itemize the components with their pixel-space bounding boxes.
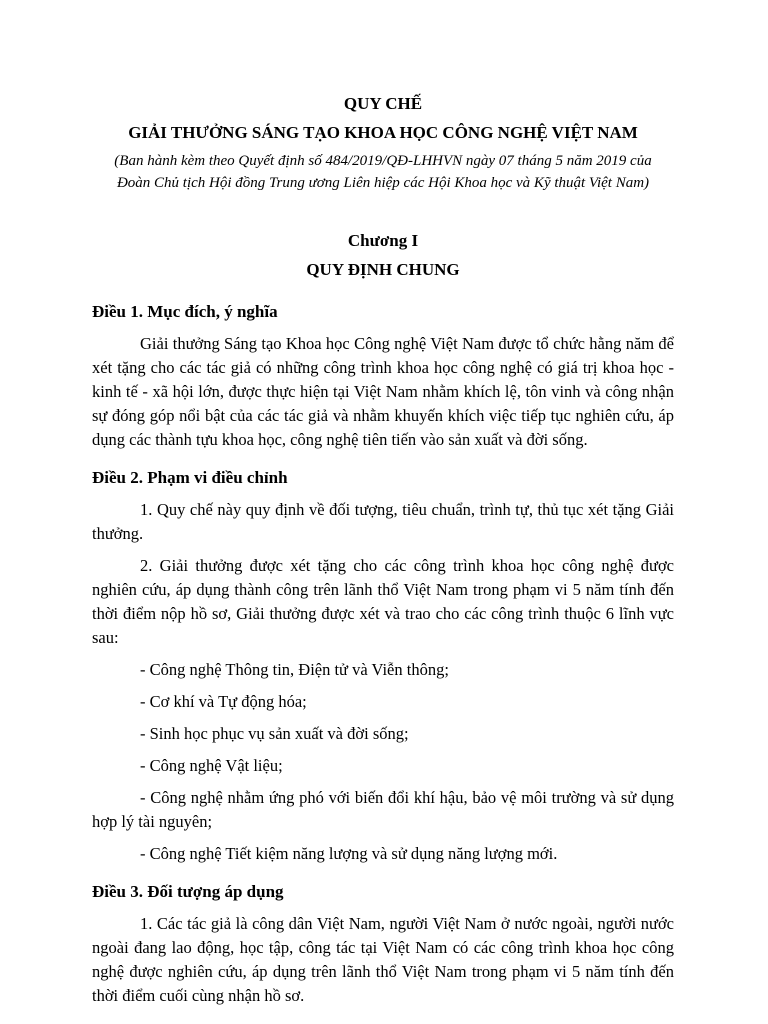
article-paragraph: 1. Các tác giả là công dân Việt Nam, người Việt Nam ở nước ngoài, người nước ngoài đang lao động, học tập, công tác tại Việt Nam có các công trình khoa học công nghệ được nghiên cứu, áp dụng trên lãnh thổ Việt Nam trong phạm vi 5 năm tính đến thời điểm cuối cùng nhận hồ sơ.: [92, 914, 674, 1005]
article-heading: Điều 3. Đối tượng áp dụng: [92, 882, 284, 901]
list-item: - Sinh học phục vụ sản xuất và đời sống;: [140, 724, 409, 743]
chapter-label: Chương I: [347, 231, 419, 250]
chapter-name: QUY ĐỊNH CHUNG: [306, 260, 460, 279]
document-header: [92, 92, 674, 194]
article-paragraph: Giải thưởng Sáng tạo Khoa học Công nghệ Việt Nam được tổ chức hằng năm để xét tặng cho các tác giả có những công trình khoa học công nghệ có giá trị khoa học - kinh tế - xã hội lớn, được thực hiện tại Việt Nam nhằm khích lệ, tôn vinh và công nhận sự đóng góp nổi bật của các tác giả và nhằm khuyến khích việc tiếp tục nghiên cứu, áp dụng các thành tựu khoa học, công nghệ tiên tiến vào sản xuất và đời sống.: [92, 334, 674, 449]
article-1: [92, 300, 674, 452]
list-item: - Công nghệ Thông tin, Điện tử và Viễn thông;: [140, 660, 449, 679]
document-subtitle-line-1: (Ban hành kèm theo Quyết định số 484/2019/QĐ-LHHVN ngày 07 tháng 5 năm 2019 của: [114, 153, 652, 169]
document-subtitle-line-2: Đoàn Chủ tịch Hội đồng Trung ương Liên hiệp các Hội Khoa học và Kỹ thuật Việt Nam): [116, 175, 650, 191]
list-item: - Công nghệ nhằm ứng phó với biến đổi khí hậu, bảo vệ môi trường và sử dụng hợp lý tài nguyên;: [92, 788, 674, 831]
article-paragraph: 1. Quy chế này quy định về đối tượng, tiêu chuẩn, trình tự, thủ tục xét tặng Giải thưởng.: [92, 500, 674, 543]
article-heading: Điều 1. Mục đích, ý nghĩa: [92, 302, 278, 321]
article-paragraph: 2. Giải thưởng được xét tặng cho các công trình khoa học công nghệ được nghiên cứu, áp dụng thành công trên lãnh thổ Việt Nam trong phạm vi 5 năm tính đến thời điểm nộp hồ sơ, Giải thưởng được xét và trao cho các công trình thuộc 6 lĩnh vực sau:: [92, 556, 674, 647]
document-title: QUY CHẾ: [343, 94, 423, 113]
list-item: - Công nghệ Tiết kiệm năng lượng và sử dụng năng lượng mới.: [140, 844, 558, 863]
chapter-heading: [92, 228, 674, 286]
list-item: - Công nghệ Vật liệu;: [140, 756, 283, 775]
article-3: [92, 880, 674, 1008]
article-2: [92, 466, 674, 866]
article-heading: Điều 2. Phạm vi điều chỉnh: [92, 468, 288, 487]
document-award-title: GIẢI THƯỞNG SÁNG TẠO KHOA HỌC CÔNG NGHỆ VIỆT NAM: [128, 123, 638, 142]
list-item: - Cơ khí và Tự động hóa;: [140, 692, 307, 711]
